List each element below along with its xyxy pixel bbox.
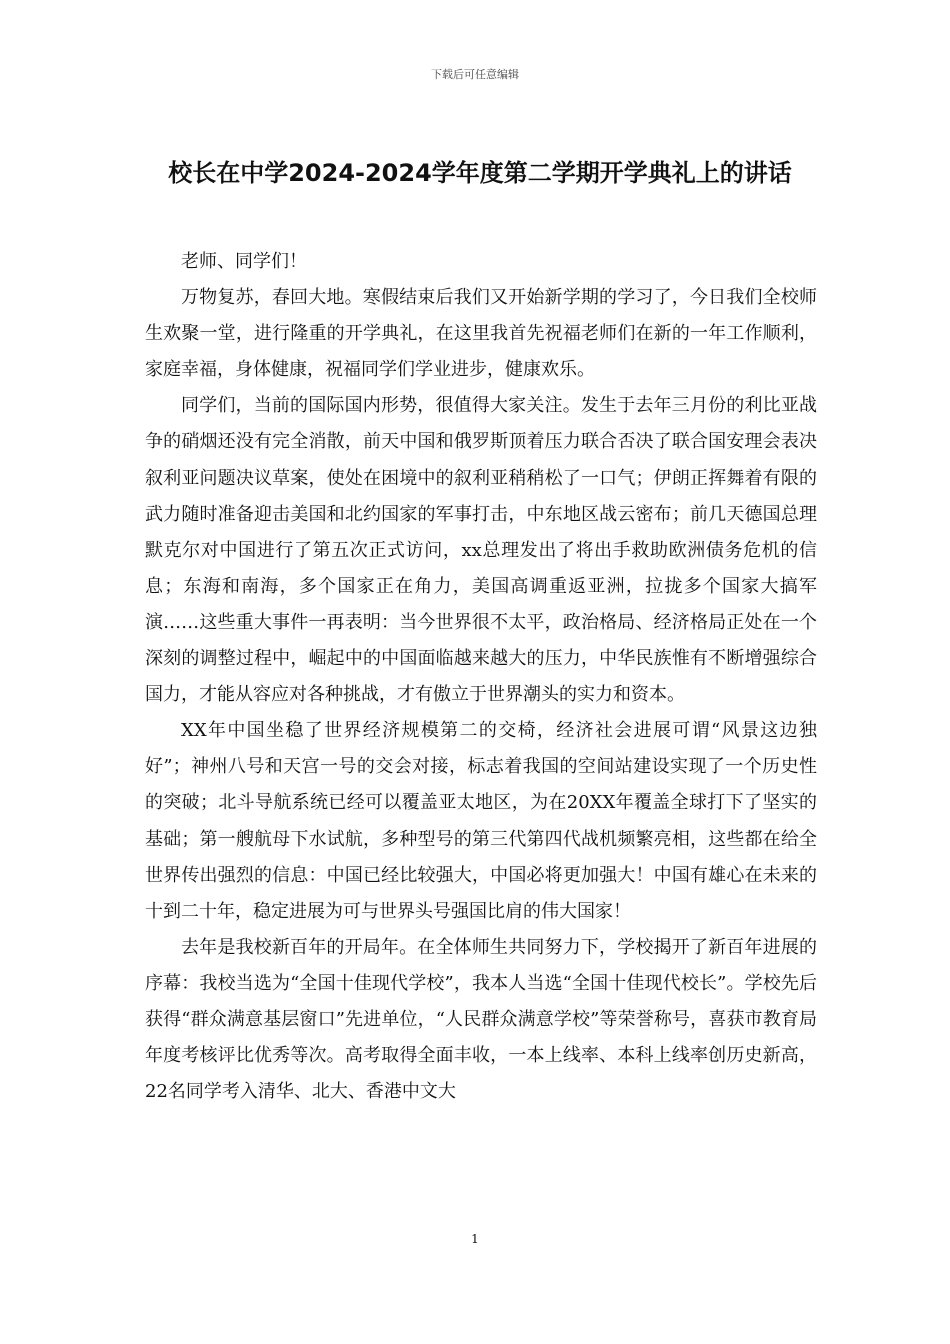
paragraph-4: 去年是我校新百年的开局年。在全体师生共同努力下，学校揭开了新百年进展的序幕：我校当选为“全国十佳现代学校”，我本人当选“全国十佳现代校长”。学校先后获得“群众满意基层窗口”先进单位，“人民群众满意学校”等荣誉称号，喜获市教育局年度考核评比优秀等次。高考取得全面丰收，一本上线率、本科上线率创历史新高，22名同学考入清华、北大、香港中文大 — [145, 936, 817, 1103]
page-number: 1 — [471, 1232, 479, 1246]
page-title: 校长在中学2024-2024学年度第二学期开学典礼上的讲话 — [168, 159, 792, 187]
paragraph-1: 万物复苏，春回大地。寒假结束后我们又开始新学期的学习了，今日我们全校师生欢聚一堂，进行隆重的开学典礼，在这里我首先祝福老师们在新的一年工作顺利，家庭幸福，身体健康，祝福同学们学业进步，健康欢乐。 — [145, 287, 817, 381]
paragraph-3: XX年中国坐稳了世界经济规模第二的交椅，经济社会进展可谓“风景这边独好”；神州八号和天宫一号的交会对接，标志着我国的空间站建设实现了一个历史性的突破；北斗导航系统已经可以覆盖亚太地区，为在20XX年覆盖全球打下了坚实的基础；第一艘航母下水试航，多种型号的第三代第四代战机频繁亮相，这些都在给全世界传出强烈的信息：中国已经比较强大，中国必将更加强大！中国有雄心在未来的十到二十年，稳定进展为可与世界头号强国比肩的伟大国家！ — [145, 720, 817, 922]
paragraph-2: 同学们，当前的国际国内形势，很值得大家关注。发生于去年三月份的利比亚战争的硝烟还没有完全消散，前天中国和俄罗斯顶着压力联合否决了联合国安理会表决叙利亚问题决议草案，使处在困境中的叙利亚稍稍松了一口气；伊朗正挥舞着有限的武力随时准备迎击美国和北约国家的军事打击，中东地区战云密布；前几天德国总理默克尔对中国进行了第五次正式访问，xx总理发出了将出手救助欧洲债务危机的信息；东海和南海，多个国家正在角力，美国高调重返亚洲，拉拢多个国家大搞军演……这些重大事件一再表明：当今世界很不太平，政治格局、经济格局正处在一个深刻的调整过程中，崛起中的中国面临越来越大的压力，中华民族惟有不断增强综合国力，才能从容应对各种挑战，才有傲立于世界潮头的实力和资本。 — [145, 395, 817, 706]
header-note: 下载后可任意编辑 — [431, 68, 519, 81]
body-text — [145, 244, 817, 1110]
salutation: 老师、同学们！ — [181, 251, 307, 272]
